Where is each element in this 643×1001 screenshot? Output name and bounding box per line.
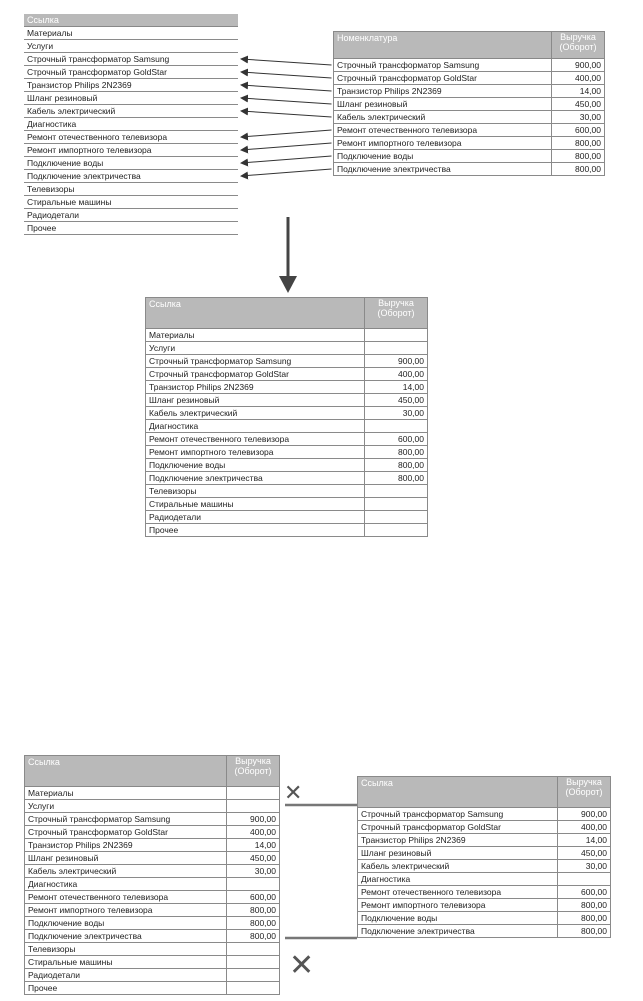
- table-row: [358, 808, 611, 821]
- mapping-arrow: [241, 111, 332, 117]
- revenue-value: 600,00: [552, 124, 605, 137]
- reference-list-top: [24, 14, 238, 235]
- bottom-right-item: Строчный трансформатор Samsung: [358, 808, 558, 821]
- table-row: [25, 969, 280, 982]
- result-value: 600,00: [365, 433, 428, 446]
- mapping-arrow: [241, 72, 332, 78]
- result-value: 800,00: [365, 472, 428, 485]
- nomenclature-item: Строчный трансформатор Samsung: [334, 59, 552, 72]
- bottom-right-item: Диагностика: [358, 873, 558, 886]
- mapping-arrow: [241, 98, 332, 104]
- bottom-right-value: 600,00: [558, 886, 611, 899]
- bottom-right-item: Транзистор Philips 2N2369: [358, 834, 558, 847]
- result-item: Стиральные машины: [146, 498, 365, 511]
- bottom-left-value: 30,00: [227, 865, 280, 878]
- bottom-left-item: Подключение электричества: [25, 930, 227, 943]
- table-row: [334, 163, 605, 176]
- table-row: [25, 982, 280, 995]
- bottom-right-value: 14,00: [558, 834, 611, 847]
- bottom-left-value: [227, 787, 280, 800]
- reference-item: Шланг резиновый: [24, 92, 238, 105]
- bottom-left-value: [227, 878, 280, 891]
- result-item: Диагностика: [146, 420, 365, 433]
- bottom-right-value: 900,00: [558, 808, 611, 821]
- table-row: [146, 420, 428, 433]
- result-item: Прочее: [146, 524, 365, 537]
- bottom-left-item: Прочее: [25, 982, 227, 995]
- list-item: [24, 79, 238, 92]
- table-row: [146, 329, 428, 342]
- table-row: [358, 912, 611, 925]
- bottom-left-item: Стиральные машины: [25, 956, 227, 969]
- list-item: [24, 105, 238, 118]
- bottom-right-value: 450,00: [558, 847, 611, 860]
- table-row: [25, 852, 280, 865]
- table-row: [25, 917, 280, 930]
- table-row: [146, 459, 428, 472]
- table-row: [146, 394, 428, 407]
- result-item: Материалы: [146, 329, 365, 342]
- revenue-value: 450,00: [552, 98, 605, 111]
- table-row: [146, 355, 428, 368]
- table-row: [25, 865, 280, 878]
- table-row: [334, 98, 605, 111]
- bottom-left-item: Материалы: [25, 787, 227, 800]
- bottom-right-value: [558, 873, 611, 886]
- table-row: [334, 150, 605, 163]
- revenue-value: 400,00: [552, 72, 605, 85]
- bottom-left-value: [227, 800, 280, 813]
- table-row: [358, 834, 611, 847]
- table-row: [25, 826, 280, 839]
- table-row: [25, 787, 280, 800]
- result-value: 400,00: [365, 368, 428, 381]
- revenue-value: 800,00: [552, 150, 605, 163]
- bottom-right-value: 30,00: [558, 860, 611, 873]
- result-item: Шланг резиновый: [146, 394, 365, 407]
- result-item: Строчный трансформатор Samsung: [146, 355, 365, 368]
- result-value: 30,00: [365, 407, 428, 420]
- bottom-left-item: Строчный трансформатор Samsung: [25, 813, 227, 826]
- nomenclature-item: Транзистор Philips 2N2369: [334, 85, 552, 98]
- bottom-left-value: [227, 943, 280, 956]
- reference-item: Ремонт импортного телевизора: [24, 144, 238, 157]
- list-item: [24, 144, 238, 157]
- list-item: [24, 157, 238, 170]
- nomenclature-item: Подключение электричества: [334, 163, 552, 176]
- nomenclature-item: Ремонт импортного телевизора: [334, 137, 552, 150]
- bottom-left-value: 600,00: [227, 891, 280, 904]
- bottom-right-item: Строчный трансформатор GoldStar: [358, 821, 558, 834]
- bottom-right-item: Подключение электричества: [358, 925, 558, 938]
- table-row: [25, 878, 280, 891]
- reference-item: Диагностика: [24, 118, 238, 131]
- bottom-left-value: 800,00: [227, 904, 280, 917]
- reference-header: Ссылка: [24, 14, 238, 27]
- table-row: [25, 930, 280, 943]
- list-item: [24, 66, 238, 79]
- bottom-left-value: 14,00: [227, 839, 280, 852]
- reference-item: Подключение воды: [24, 157, 238, 170]
- table-row: [25, 891, 280, 904]
- table-row: [146, 446, 428, 459]
- table-row: [25, 943, 280, 956]
- revenue-header: Выручка (Оборот): [552, 32, 605, 59]
- result-value: [365, 511, 428, 524]
- bottom-right-table: [357, 776, 611, 938]
- table-row: [25, 800, 280, 813]
- result-table: [145, 297, 428, 537]
- result-value: 900,00: [365, 355, 428, 368]
- table-row: [146, 524, 428, 537]
- nomenclature-item: Ремонт отечественного телевизора: [334, 124, 552, 137]
- table-row: [146, 433, 428, 446]
- revenue-value: 14,00: [552, 85, 605, 98]
- bottom-left-item: Шланг резиновый: [25, 852, 227, 865]
- reference-item: Телевизоры: [24, 183, 238, 196]
- result-item: Услуги: [146, 342, 365, 355]
- result-reference-header: Ссылка: [146, 298, 365, 329]
- result-item: Транзистор Philips 2N2369: [146, 381, 365, 394]
- reference-item: Прочее: [24, 222, 238, 235]
- nomenclature-item: Подключение воды: [334, 150, 552, 163]
- bottom-left-item: Ремонт отечественного телевизора: [25, 891, 227, 904]
- result-item: Подключение электричества: [146, 472, 365, 485]
- bottom-right-item: Кабель электрический: [358, 860, 558, 873]
- reference-item: Ремонт отечественного телевизора: [24, 131, 238, 144]
- list-item: [24, 27, 238, 40]
- revenue-value: 800,00: [552, 163, 605, 176]
- reference-item: Стиральные машины: [24, 196, 238, 209]
- nomenclature-table: [333, 31, 605, 176]
- table-row: [25, 839, 280, 852]
- table-row: [146, 472, 428, 485]
- result-item: Строчный трансформатор GoldStar: [146, 368, 365, 381]
- list-item: [24, 209, 238, 222]
- bottom-right-value: 400,00: [558, 821, 611, 834]
- table-row: [146, 368, 428, 381]
- bottom-left-value: 900,00: [227, 813, 280, 826]
- result-item: Радиодетали: [146, 511, 365, 524]
- list-item: [24, 53, 238, 66]
- reference-item: Подключение электричества: [24, 170, 238, 183]
- list-item: [24, 131, 238, 144]
- bottom-left-value: [227, 982, 280, 995]
- bottom-left-table: [24, 755, 280, 995]
- bottom-left-value: [227, 969, 280, 982]
- table-row: [358, 860, 611, 873]
- bottom-left-value: 450,00: [227, 852, 280, 865]
- table-row: [25, 813, 280, 826]
- bottom-left-item: Услуги: [25, 800, 227, 813]
- table-row: [25, 956, 280, 969]
- bottom-right-value: 800,00: [558, 899, 611, 912]
- bottom-right-revenue-header: Выручка (Оборот): [558, 777, 611, 808]
- bottom-left-value: 800,00: [227, 930, 280, 943]
- revenue-value: 30,00: [552, 111, 605, 124]
- table-row: [334, 85, 605, 98]
- table-row: [146, 407, 428, 420]
- bottom-left-item: Телевизоры: [25, 943, 227, 956]
- list-item: [24, 92, 238, 105]
- bottom-left-item: Строчный трансформатор GoldStar: [25, 826, 227, 839]
- bottom-right-item: Подключение воды: [358, 912, 558, 925]
- bottom-right-item: Шланг резиновый: [358, 847, 558, 860]
- result-item: Ремонт импортного телевизора: [146, 446, 365, 459]
- mapping-arrow: [241, 143, 332, 150]
- mapping-arrow: [241, 169, 332, 176]
- list-item: [24, 183, 238, 196]
- result-value: 800,00: [365, 459, 428, 472]
- table-row: [334, 137, 605, 150]
- bottom-left-item: Кабель электрический: [25, 865, 227, 878]
- reference-item: Кабель электрический: [24, 105, 238, 118]
- nomenclature-header: Номенклатура: [334, 32, 552, 59]
- table-row: [334, 59, 605, 72]
- reference-item: Услуги: [24, 40, 238, 53]
- bottom-right-value: 800,00: [558, 925, 611, 938]
- bottom-left-value: 800,00: [227, 917, 280, 930]
- result-value: [365, 329, 428, 342]
- result-item: Подключение воды: [146, 459, 365, 472]
- reference-item: Радиодетали: [24, 209, 238, 222]
- table-row: [146, 485, 428, 498]
- result-revenue-header: Выручка (Оборот): [365, 298, 428, 329]
- down-arrow-head: [279, 276, 297, 293]
- table-row: [358, 821, 611, 834]
- bottom-left-item: Ремонт импортного телевизора: [25, 904, 227, 917]
- table-row: [358, 925, 611, 938]
- reference-item: Строчный трансформатор GoldStar: [24, 66, 238, 79]
- result-value: 450,00: [365, 394, 428, 407]
- bottom-left-reference-header: Ссылка: [25, 756, 227, 787]
- result-item: Ремонт отечественного телевизора: [146, 433, 365, 446]
- mapping-arrow: [241, 156, 332, 163]
- table-row: [146, 342, 428, 355]
- result-value: [365, 498, 428, 511]
- reference-item: Материалы: [24, 27, 238, 40]
- reference-item: Строчный трансформатор Samsung: [24, 53, 238, 66]
- bottom-right-item: Ремонт импортного телевизора: [358, 899, 558, 912]
- cross-icon-top: ✕: [284, 780, 303, 805]
- nomenclature-item: Кабель электрический: [334, 111, 552, 124]
- nomenclature-item: Шланг резиновый: [334, 98, 552, 111]
- nomenclature-item: Строчный трансформатор GoldStar: [334, 72, 552, 85]
- bottom-left-value: [227, 956, 280, 969]
- table-row: [146, 381, 428, 394]
- table-row: [146, 498, 428, 511]
- result-value: [365, 524, 428, 537]
- revenue-value: 900,00: [552, 59, 605, 72]
- result-value: [365, 342, 428, 355]
- list-item: [24, 118, 238, 131]
- table-row: [334, 111, 605, 124]
- bottom-right-value: 800,00: [558, 912, 611, 925]
- list-item: [24, 40, 238, 53]
- mapping-arrow: [241, 130, 332, 137]
- cross-icon-bottom: ✕: [289, 949, 315, 982]
- bottom-left-item: Транзистор Philips 2N2369: [25, 839, 227, 852]
- bottom-left-item: Диагностика: [25, 878, 227, 891]
- result-item: Кабель электрический: [146, 407, 365, 420]
- table-row: [334, 124, 605, 137]
- result-value: 800,00: [365, 446, 428, 459]
- reference-item: Транзистор Philips 2N2369: [24, 79, 238, 92]
- revenue-value: 800,00: [552, 137, 605, 150]
- table-row: [358, 873, 611, 886]
- result-value: 14,00: [365, 381, 428, 394]
- table-row: [334, 72, 605, 85]
- list-item: [24, 170, 238, 183]
- bottom-right-item: Ремонт отечественного телевизора: [358, 886, 558, 899]
- bottom-right-reference-header: Ссылка: [358, 777, 558, 808]
- bottom-left-value: 400,00: [227, 826, 280, 839]
- list-item: [24, 196, 238, 209]
- bottom-left-revenue-header: Выручка (Оборот): [227, 756, 280, 787]
- result-value: [365, 485, 428, 498]
- table-row: [25, 904, 280, 917]
- table-row: [358, 847, 611, 860]
- bottom-left-item: Подключение воды: [25, 917, 227, 930]
- mapping-arrow: [241, 59, 332, 65]
- result-item: Телевизоры: [146, 485, 365, 498]
- table-row: [358, 886, 611, 899]
- result-value: [365, 420, 428, 433]
- table-row: [146, 511, 428, 524]
- bottom-left-item: Радиодетали: [25, 969, 227, 982]
- list-item: [24, 222, 238, 235]
- mapping-arrow: [241, 85, 332, 91]
- table-row: [358, 899, 611, 912]
